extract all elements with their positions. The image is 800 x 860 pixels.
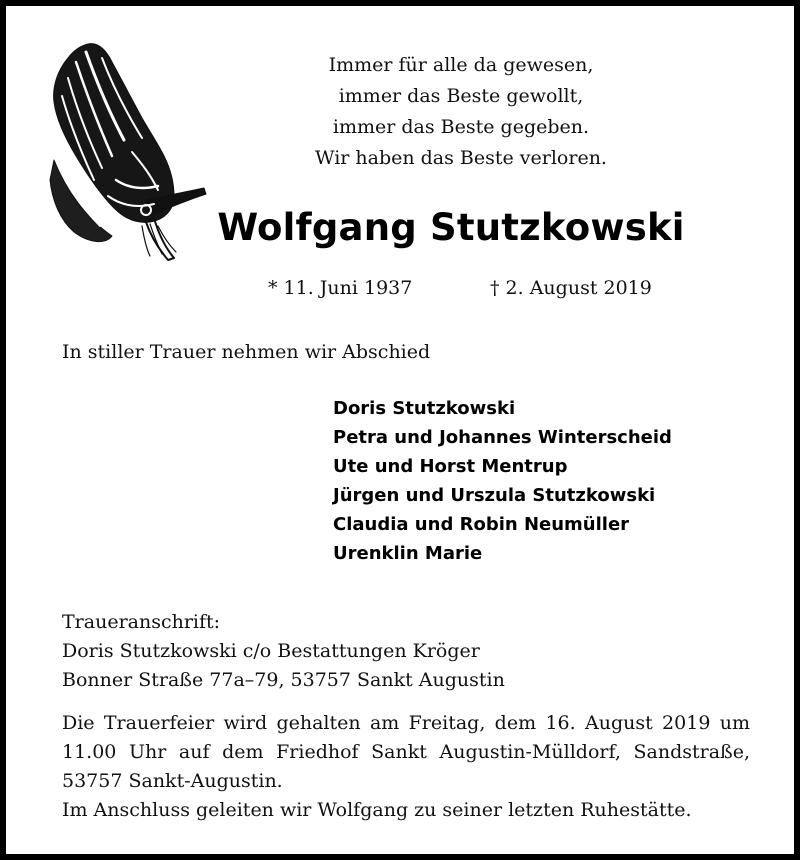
mourner-name: Urenklin Marie: [333, 543, 483, 564]
poem-line: Immer für alle da gewesen,: [328, 54, 594, 76]
mourner-name: Claudia und Robin Neumüller: [333, 514, 630, 535]
mourner-name: Ute und Horst Mentrup: [333, 456, 568, 477]
poem-line: Wir haben das Beste verloren.: [315, 147, 607, 169]
ceremony-text: Die Trauerfeier wird gehalten am Freitag, dem 16. August 2019 um 11.00 Uhr auf dem Friedhof Sankt Augustin-Mülldorf, Sandstraße, 53757 Sankt-Augustin.: [62, 712, 750, 792]
poem-line: immer das Beste gewollt,: [338, 85, 584, 107]
deceased-name: Wolfgang Stutzkowski: [217, 206, 685, 249]
death-date: † 2. August 2019: [490, 277, 652, 299]
address-line-1: Doris Stutzkowski c/o Bestattungen Kröger: [62, 640, 480, 662]
address-label: Traueranschrift:: [62, 611, 221, 633]
mourners-list: [333, 394, 773, 568]
poem-line: immer das Beste gegeben.: [332, 116, 590, 138]
mourner-name: Petra und Johannes Winterscheid: [333, 427, 672, 448]
funeral-details: [62, 709, 750, 825]
mourner-name: Doris Stutzkowski: [333, 398, 516, 419]
address-line-2: Bonner Straße 77a–79, 53757 Sankt Augustin: [62, 669, 505, 691]
mourner-name: Jürgen und Urszula Stutzkowski: [333, 485, 656, 506]
mourning-address: [62, 608, 762, 695]
birth-date: * 11. Juni 1937: [268, 277, 413, 299]
farewell-intro: In stiller Trauer nehmen wir Abschied: [62, 341, 431, 363]
ceremony-closing: Im Anschluss geleiten wir Wolfgang zu seiner letzten Ruhestätte.: [62, 799, 692, 821]
memorial-poem: [306, 50, 616, 174]
